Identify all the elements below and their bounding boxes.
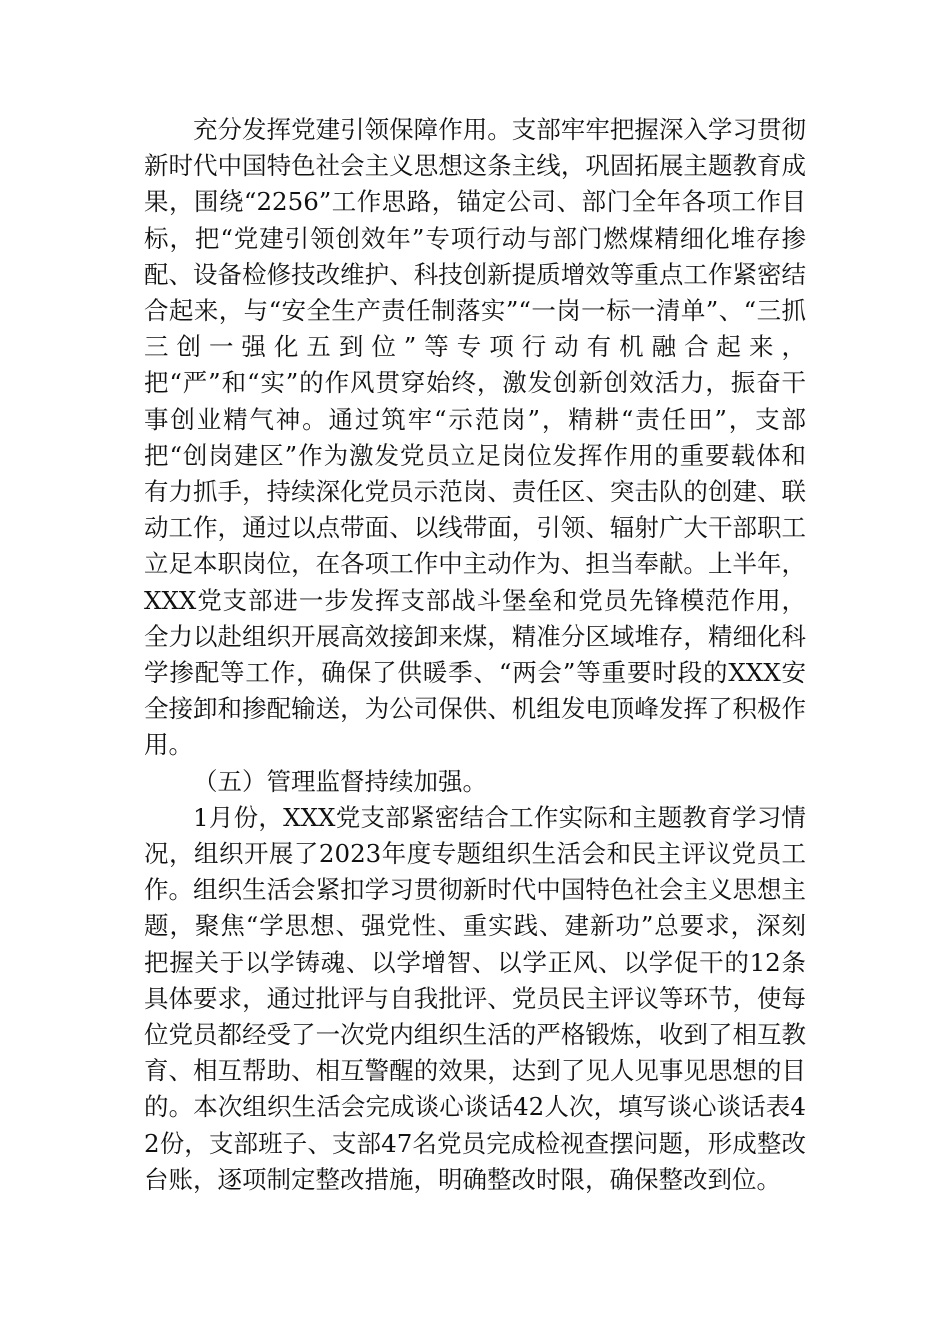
section-heading-supervision: （五）管理监督持续加强。 <box>193 766 487 796</box>
paragraph-party-building: 充分发挥党建引领保障作用。支部牢牢把握深入学习贯彻新时代中国特色社会主义思想这条主线，巩固拓展主题教育成果，围绕“2256”工作思路，锚定公司、部门全年各项工作目标，把“党建引领创效年”专项行动与部门燃煤精细化堆存掺配、设备检修技改维护、科技创新提质增效等重点工作紧密结合起来，与“安全生产责任制落实”“一岗一标一清单”、“三抓三创一强化五到位”等专项行动有机融合起来，把“严”和“实”的作风贯穿始终，激发创新创效活力，振奋干事创业精气神。通过筑牢“示范岗”，精耕“责任田”，支部把“创岗建区”作为激发党员立足岗位发挥作用的重要载体和有力抓手，持续深化党员示范岗、责任区、突击队的创建、联动工作，通过以点带面、以线带面，引领、辐射广大干部职工立足本职岗位，在各项工作中主动作为、担当奉献。上半年，XXX党支部进一步发挥支部战斗堡垒和党员先锋模范作用，全力以赴组织开展高效接卸来煤，精准分区域堆存，精细化科学掺配等工作，确保了供暖季、“两会”等重要时段的XXX安全接卸和掺配输送，为公司保供、机组发电顶峰发挥了积极作用。 <box>144 115 806 760</box>
paragraph-organization-life: 1月份，XXX党支部紧密结合工作实际和主题教育学习情况，组织开展了2023年度专题组织生活会和民主评议党员工作。组织生活会紧扣学习贯彻新时代中国特色社会主义思想主题，聚焦“学思想、强党性、重实践、建新功”总要求，深刻把握关于以学铸魂、以学增智、以学正风、以学促干的12条具体要求，通过批评与自我批评、党员民主评议等环节，使每位党员都经受了一次党内组织生活的严格锻炼，收到了相互教育、相互帮助、相互警醒的效果，达到了见人见事见思想的目的。本次组织生活会完成谈心谈话42人次，填写谈心谈话表42份，支部班子、支部47名党员完成检视查摆问题，形成整改台账，逐项制定整改措施，明确整改时限，确保整改到位。 <box>144 802 806 1194</box>
document-body <box>144 112 806 1198</box>
